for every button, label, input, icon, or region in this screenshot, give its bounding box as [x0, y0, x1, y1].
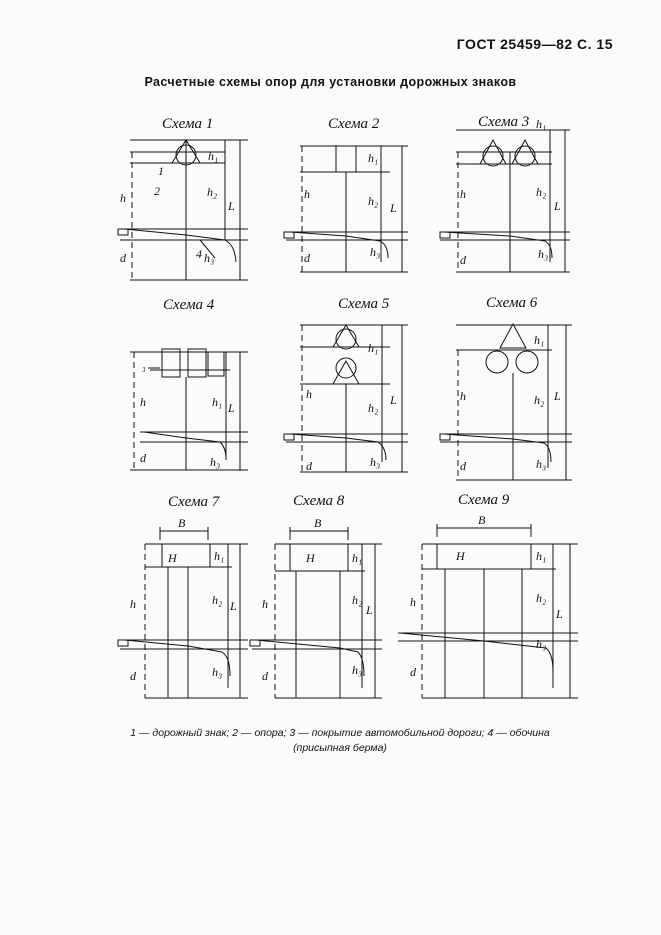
scheme-8-B: B: [314, 516, 322, 530]
legend-line-1: 1 — дорожный знак; 2 — опора; 3 — покрытие автомобильной дороги; 4 — обочина: [130, 727, 550, 739]
scheme-2-h2: h₂: [368, 194, 379, 208]
page-title: Расчетные схемы опор для установки дорожных знаков: [144, 75, 517, 89]
scheme-8-h1: h₁: [352, 551, 363, 565]
scheme-9-h1: h₁: [536, 549, 547, 563]
scheme-7-B: B: [178, 516, 186, 530]
scheme-1-h1: h₁: [208, 149, 219, 163]
scheme-8-H: H: [306, 551, 315, 565]
scheme-4-title: Схема 4: [163, 297, 215, 313]
scheme-2-h3: h₃: [370, 245, 381, 259]
scheme-9-h3: h₃: [536, 637, 547, 651]
scheme-3-h1: h₁: [536, 117, 547, 131]
scheme-2-h: h: [304, 187, 310, 201]
scheme-8-title: Схема 8: [293, 493, 345, 509]
scheme-4-h: h: [140, 395, 146, 409]
scheme-6-d: d: [460, 459, 466, 473]
scheme-6-h: h: [460, 389, 466, 403]
scheme-4-L: L: [228, 401, 235, 415]
scheme-1-callout-1: 1: [158, 164, 164, 178]
scheme-9-h2: h₂: [536, 591, 547, 605]
scheme-3-h3: h₃: [538, 247, 549, 261]
scheme-7-h: h: [130, 597, 136, 611]
scheme-6-title: Схема 6: [486, 295, 538, 311]
scheme-2-L: L: [390, 201, 397, 215]
scheme-4-h1: h₁: [212, 395, 223, 409]
scheme-9-L: L: [556, 607, 563, 621]
page-header: ГОСТ 25459—82 С. 15: [456, 36, 613, 52]
scheme-9-d: d: [410, 665, 416, 679]
scheme-6-L: L: [554, 389, 561, 403]
scheme-5-h1: h₁: [368, 341, 379, 355]
scheme-5-h2: h₂: [368, 401, 379, 415]
scheme-3-h2: h₂: [536, 185, 547, 199]
scheme-6-h2: h₂: [534, 393, 545, 407]
scheme-4-d: d: [140, 451, 146, 465]
scheme-1-callout-2: 2: [154, 184, 160, 198]
scheme-8-h3: h₃: [352, 663, 363, 677]
scheme-7-L: L: [230, 599, 237, 613]
legend-line-2: (присыпная берма): [293, 742, 387, 754]
scheme-1-d: d: [120, 251, 126, 265]
scheme-1-h: h: [120, 191, 126, 205]
scheme-9-B: B: [478, 513, 486, 527]
scheme-7-H: H: [168, 551, 177, 565]
scheme-8-L: L: [366, 603, 373, 617]
scheme-6-h3: h₃: [536, 457, 547, 471]
scheme-1-L: L: [228, 199, 235, 213]
scheme-9-h: h: [410, 595, 416, 609]
scheme-3-L: L: [554, 199, 561, 213]
scheme-8-d: d: [262, 669, 268, 683]
scheme-1-h2: h₂: [207, 185, 218, 199]
scheme-1-callout-4: 4: [196, 247, 202, 261]
scheme-3-d: d: [460, 253, 466, 267]
scheme-3-title: Схема 3: [478, 114, 530, 130]
scheme-2-h1: h₁: [368, 151, 379, 165]
scheme-3-h: h: [460, 187, 466, 201]
legend-caption: [60, 726, 620, 756]
scheme-2-title: Схема 2: [328, 116, 380, 132]
scheme-7-h1: h₁: [214, 549, 225, 563]
scheme-7-h2: h₂: [212, 593, 223, 607]
scheme-6-h1: h₁: [534, 333, 545, 347]
scheme-8-h: h: [262, 597, 268, 611]
scheme-7-d: d: [130, 669, 136, 683]
scheme-7-title: Схема 7: [168, 494, 220, 510]
scheme-5-h3: h₃: [370, 455, 381, 469]
scheme-1-title: Схема 1: [162, 116, 214, 132]
scheme-7-h3: h₃: [212, 665, 223, 679]
scheme-4-h3: h₃: [210, 455, 221, 469]
scheme-5-title: Схема 5: [338, 296, 390, 312]
scheme-2-d: d: [304, 251, 310, 265]
scheme-5-h: h: [306, 387, 312, 401]
scheme-9-H: H: [456, 549, 465, 563]
scheme-1-h3: h₃: [204, 251, 215, 265]
scheme-9-title: Схема 9: [458, 492, 510, 508]
scheme-5-L: L: [390, 393, 397, 407]
scheme-8-h2: h₂: [352, 593, 363, 607]
scheme-5-d: d: [306, 459, 312, 473]
scheme-4-callout-3: 3: [142, 366, 146, 374]
